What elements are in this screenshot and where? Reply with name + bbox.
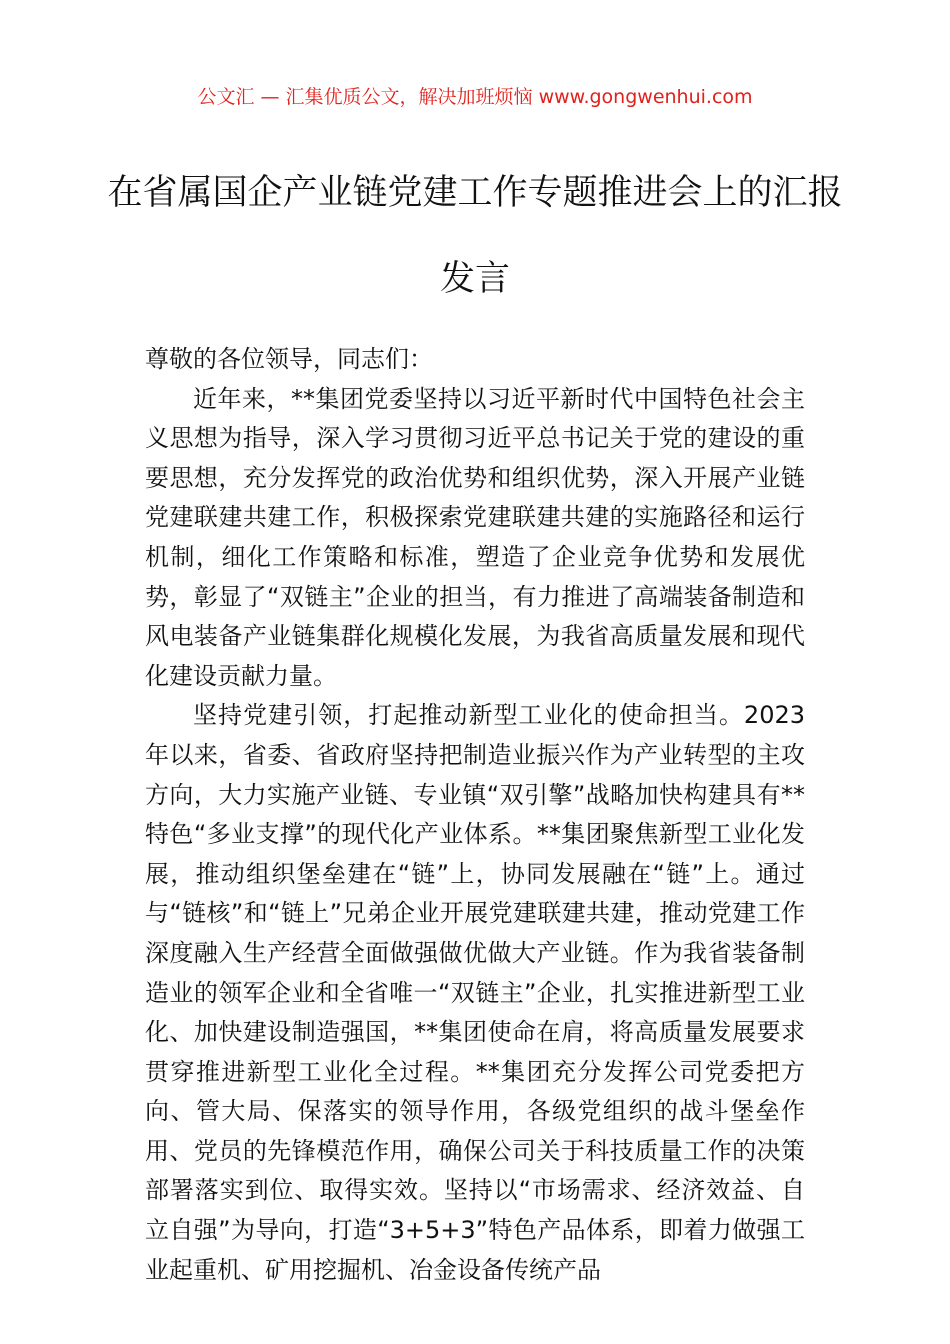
paragraph-intro: 近年来，**集团党委坚持以习近平新时代中国特色社会主义思想为指导，深入学习贯彻习近平总书记关于党的建设的重要思想，充分发挥党的政治优势和组织优势，深入开展产业链党建联建共建工作，积极探索党建联建共建的实施路径和运行机制，细化工作策略和标准，塑造了企业竞争优势和发展优势，彰显了“双链主”企业的担当，有力推进了高端装备制造和风电装备产业链集群化规模化发展，为我省高质量发展和现代化建设贡献力量。 xyxy=(145,384,805,690)
salutation: 尊敬的各位领导，同志们： xyxy=(145,345,433,373)
document-body xyxy=(145,340,805,1290)
paragraph-party-leadership: 坚持党建引领，打起推动新型工业化的使命担当。2023年以来，省委、省政府坚持把制造业振兴作为产业转型的主攻方向，大力实施产业链、专业镇“双引擎”战略加快构建具有**特色“多业支撑”的现代化产业体系。**集团聚焦新型工业化发展，推动组织堡垒建在“链”上，协同发展融在“链”上。通过与“链核”和“链上”兄弟企业开展党建联建共建，推动党建工作深度融入生产经营全面做强做优做大产业链。作为我省装备制造业的领军企业和全省唯一“双链主”企业，扎实推进新型工业化、加快建设制造强国，**集团使命在肩，将高质量发展要求贯穿推进新型工业化全过程。**集团充分发挥公司党委把方向、管大局、保落实的领导作用，各级党组织的战斗堡垒作用、党员的先锋模范作用，确保公司关于科技质量工作的决策部署落实到位、取得实效。坚持以“市场需求、经济效益、自立自强”为导向，打造“3+5+3”特色产品体系，即着力做强工业起重机、矿用挖掘机、冶金设备传统产品 xyxy=(145,701,805,1284)
header-banner[interactable]: 公文汇 — 汇集优质公文，解决加班烦恼 www.gongwenhui.com xyxy=(197,86,753,108)
document-title: 在省属国企产业链党建工作专题推进会上的汇报发言 xyxy=(107,173,843,299)
